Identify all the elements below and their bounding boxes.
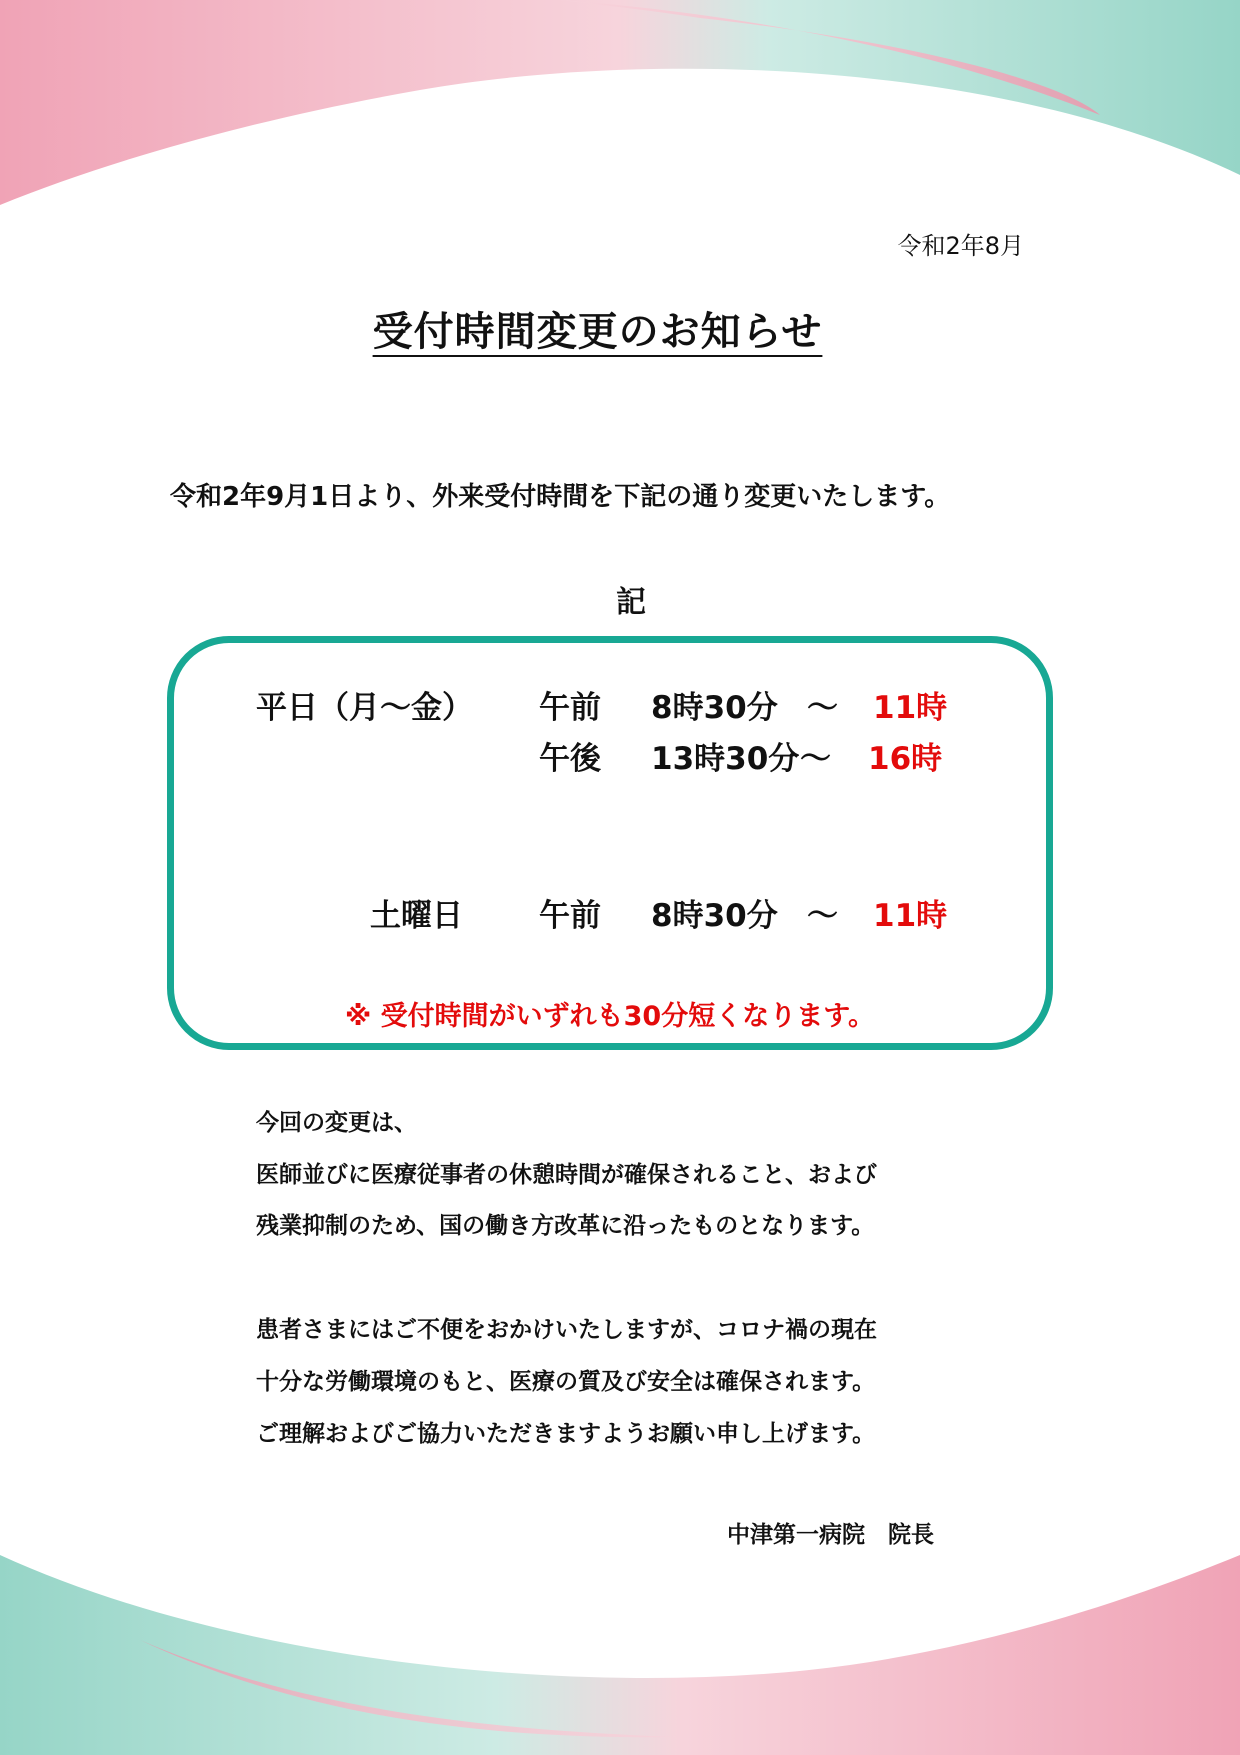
schedule-note: ※ 受付時間がいずれも30分短くなります。 <box>344 1001 876 1032</box>
intro-text: 令和2年9月1日より、外来受付時間を下記の通り変更いたします。 <box>170 482 951 512</box>
weekday-pm-start: 13時30分 <box>651 741 800 777</box>
saturday-am-period: 午前 <box>539 898 601 934</box>
ki-heading: 記 <box>616 585 646 620</box>
page-title-text: 受付時間変更のお知らせ <box>372 309 823 355</box>
weekday-pm-end: 16時 <box>868 741 943 777</box>
saturday-am-end: 11時 <box>873 898 948 934</box>
signature: 中津第一病院 院長 <box>727 1522 934 1548</box>
page-title <box>0 300 1195 357</box>
weekday-am-start: 8時30分 <box>651 690 778 726</box>
saturday-label: 土曜日 <box>370 898 463 934</box>
weekday-pm-period: 午後 <box>539 741 601 777</box>
body-p1-line2: 医師並びに医療従事者の休憩時間が確保されること、および <box>256 1162 877 1188</box>
weekday-am-tilde: 〜 <box>807 690 838 726</box>
weekday-label: 平日（月〜金） <box>256 690 473 726</box>
weekday-am-end: 11時 <box>873 690 948 726</box>
top-wave-decoration <box>0 0 1240 240</box>
saturday-am-tilde: 〜 <box>807 898 838 934</box>
bottom-wave-decoration <box>0 1515 1240 1755</box>
body-p1-line1: 今回の変更は、 <box>256 1110 417 1136</box>
body-p2-line1: 患者さまにはご不便をおかけいたしますが、コロナ禍の現在 <box>256 1317 877 1343</box>
body-p2-line3: ご理解およびご協力いただきますようお願い申し上げます。 <box>256 1421 876 1447</box>
saturday-am-start: 8時30分 <box>651 898 778 934</box>
body-p2-line2: 十分な労働環境のもと、医療の質及び安全は確保されます。 <box>256 1369 876 1395</box>
weekday-pm-tilde: 〜 <box>800 741 831 777</box>
weekday-am-period: 午前 <box>539 690 601 726</box>
issue-date: 令和2年8月 <box>897 232 1024 260</box>
body-p1-line3: 残業抑制のため、国の働き方改革に沿ったものとなります。 <box>256 1213 875 1239</box>
